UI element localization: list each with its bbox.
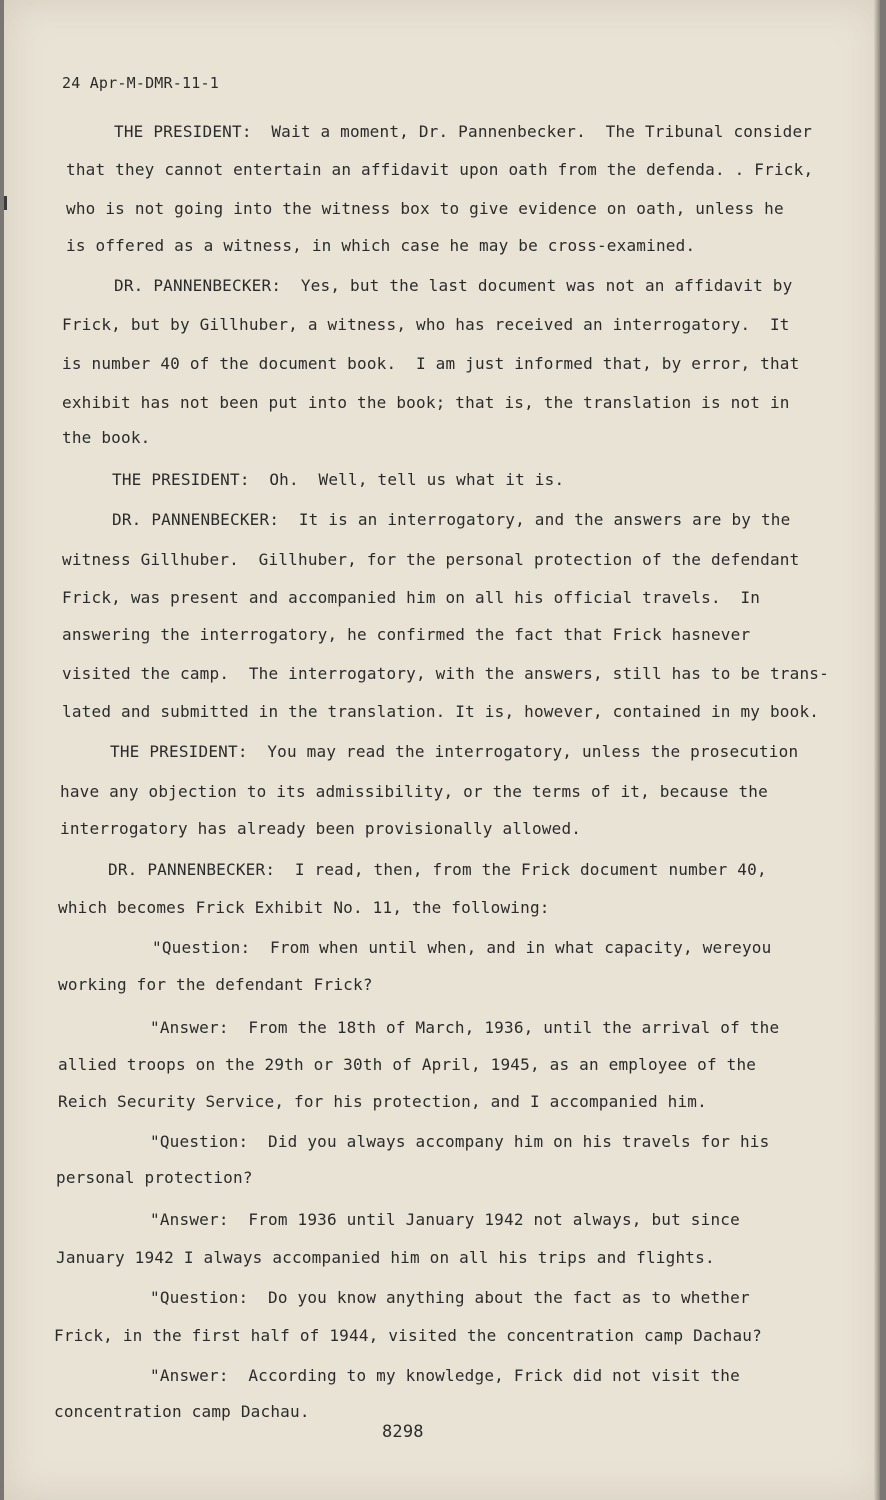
text-line: Frick, in the first half of 1944, visited the concentration camp Dachau?: [54, 1326, 762, 1345]
document-page: [4, 0, 880, 1500]
text-line: January 1942 I always accompanied him on all his trips and flights.: [56, 1248, 715, 1267]
text-line: interrogatory has already been provisionally allowed.: [60, 819, 582, 838]
edge-mark: [4, 196, 7, 210]
text-line: exhibit has not been put into the book; that is, the translation is not in: [62, 393, 790, 412]
text-line: who is not going into the witness box to give evidence on oath, unless he: [66, 199, 784, 218]
text-line: the book.: [62, 428, 151, 447]
text-line: "Answer: According to my knowledge, Frick did not visit the: [150, 1366, 740, 1385]
text-line: DR. PANNENBECKER: It is an interrogatory, and the answers are by the: [112, 510, 791, 529]
text-line: Frick, but by Gillhuber, a witness, who has received an interrogatory. It: [62, 315, 790, 334]
text-line: THE PRESIDENT: Wait a moment, Dr. Pannenbecker. The Tribunal consider: [114, 122, 813, 141]
text-line: Reich Security Service, for his protection, and I accompanied him.: [58, 1092, 707, 1111]
text-line: Frick, was present and accompanied him on all his official travels. In: [62, 588, 761, 607]
text-line: that they cannot entertain an affidavit upon oath from the defenda. . Frick,: [66, 160, 814, 179]
text-line: have any objection to its admissibility, or the terms of it, because the: [60, 782, 768, 801]
text-line: "Question: Did you always accompany him on his travels for his: [150, 1132, 770, 1151]
page-number: 8298: [382, 1422, 424, 1442]
text-line: is offered as a witness, in which case he may be cross-examined.: [66, 236, 696, 255]
text-line: DR. PANNENBECKER: I read, then, from the Frick document number 40,: [108, 860, 767, 879]
page-edge-shadow: [874, 0, 880, 1500]
text-line: THE PRESIDENT: Oh. Well, tell us what it is.: [112, 470, 565, 489]
text-line: "Answer: From the 18th of March, 1936, until the arrival of the: [150, 1018, 780, 1037]
text-line: "Answer: From 1936 until January 1942 not always, but since: [150, 1210, 740, 1229]
text-line: "Question: From when until when, and in what capacity, wereyou: [152, 938, 772, 957]
text-line: allied troops on the 29th or 30th of April, 1945, as an employee of the: [58, 1055, 757, 1074]
text-line: personal protection?: [56, 1168, 253, 1187]
text-line: THE PRESIDENT: You may read the interrogatory, unless the prosecution: [110, 742, 799, 761]
text-line: which becomes Frick Exhibit No. 11, the following:: [58, 898, 550, 917]
text-line: DR. PANNENBECKER: Yes, but the last document was not an affidavit by: [114, 276, 793, 295]
text-line: concentration camp Dachau.: [54, 1402, 310, 1421]
text-line: lated and submitted in the translation. It is, however, contained in my book.: [62, 702, 820, 721]
text-line: answering the interrogatory, he confirmed the fact that Frick hasnever: [62, 625, 751, 644]
text-line: witness Gillhuber. Gillhuber, for the personal protection of the defendant: [62, 550, 800, 569]
text-line: "Question: Do you know anything about the fact as to whether: [150, 1288, 750, 1307]
text-line: working for the defendant Frick?: [58, 975, 373, 994]
text-line: visited the camp. The interrogatory, with the answers, still has to be trans-: [62, 664, 829, 683]
text-line: is number 40 of the document book. I am just informed that, by error, that: [62, 354, 800, 373]
page-header: 24 Apr-M-DMR-11-1: [62, 74, 219, 92]
